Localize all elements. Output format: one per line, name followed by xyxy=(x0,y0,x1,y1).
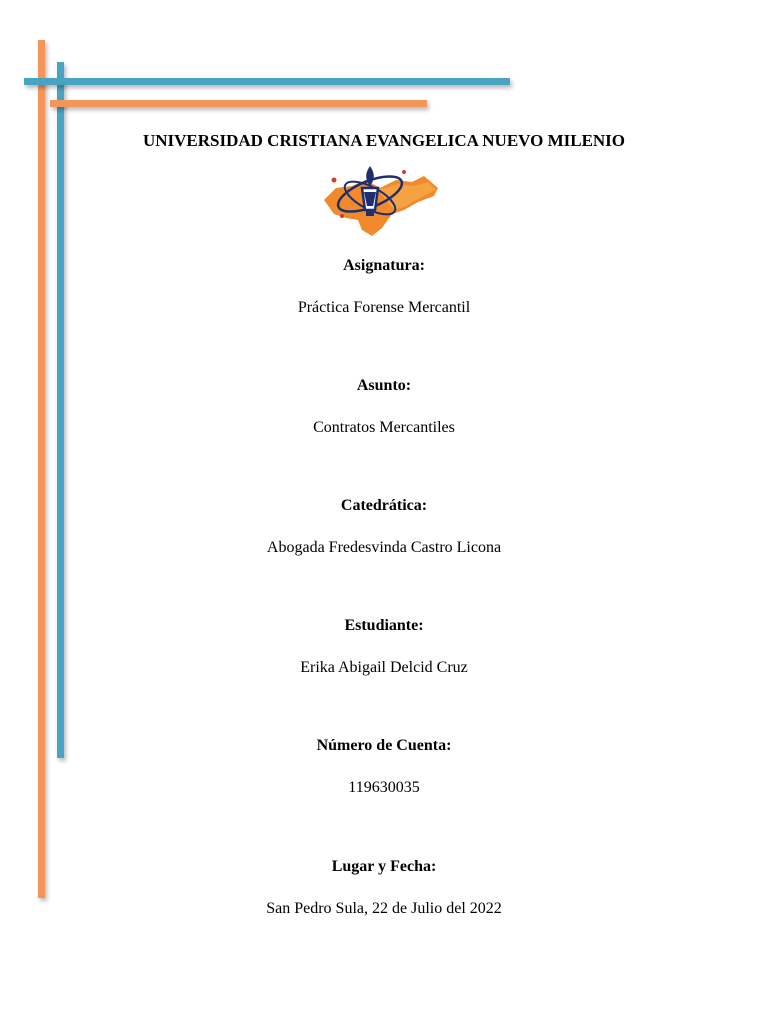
section-value-numero-cuenta: 119630035 xyxy=(348,779,420,796)
section-value-asignatura: Práctica Forense Mercantil xyxy=(297,299,471,316)
institution-title: UNIVERSIDAD CRISTIANA EVANGELICA NUEVO MILENIO xyxy=(142,131,626,150)
section-heading-asignatura: Asignatura: xyxy=(343,257,425,274)
section-heading-estudiante: Estudiante: xyxy=(344,617,424,634)
orange-horizontal-bar xyxy=(50,100,427,107)
blue-horizontal-bar xyxy=(24,78,510,85)
section-heading-lugar-fecha: Lugar y Fecha: xyxy=(331,858,437,875)
section-value-estudiante: Erika Abigail Delcid Cruz xyxy=(300,659,468,676)
blue-vertical-bar xyxy=(57,62,64,758)
section-value-asunto: Contratos Mercantiles xyxy=(313,419,455,436)
section-value-lugar-fecha: San Pedro Sula, 22 de Julio del 2022 xyxy=(266,900,502,917)
section-heading-catedratica: Catedrática: xyxy=(340,497,428,514)
university-crest-map-icon xyxy=(318,158,442,242)
section-value-catedratica: Abogada Fredesvinda Castro Licona xyxy=(266,539,502,556)
orange-vertical-bar xyxy=(38,40,45,898)
section-heading-numero-cuenta: Número de Cuenta: xyxy=(316,737,452,754)
section-heading-asunto: Asunto: xyxy=(356,377,412,394)
